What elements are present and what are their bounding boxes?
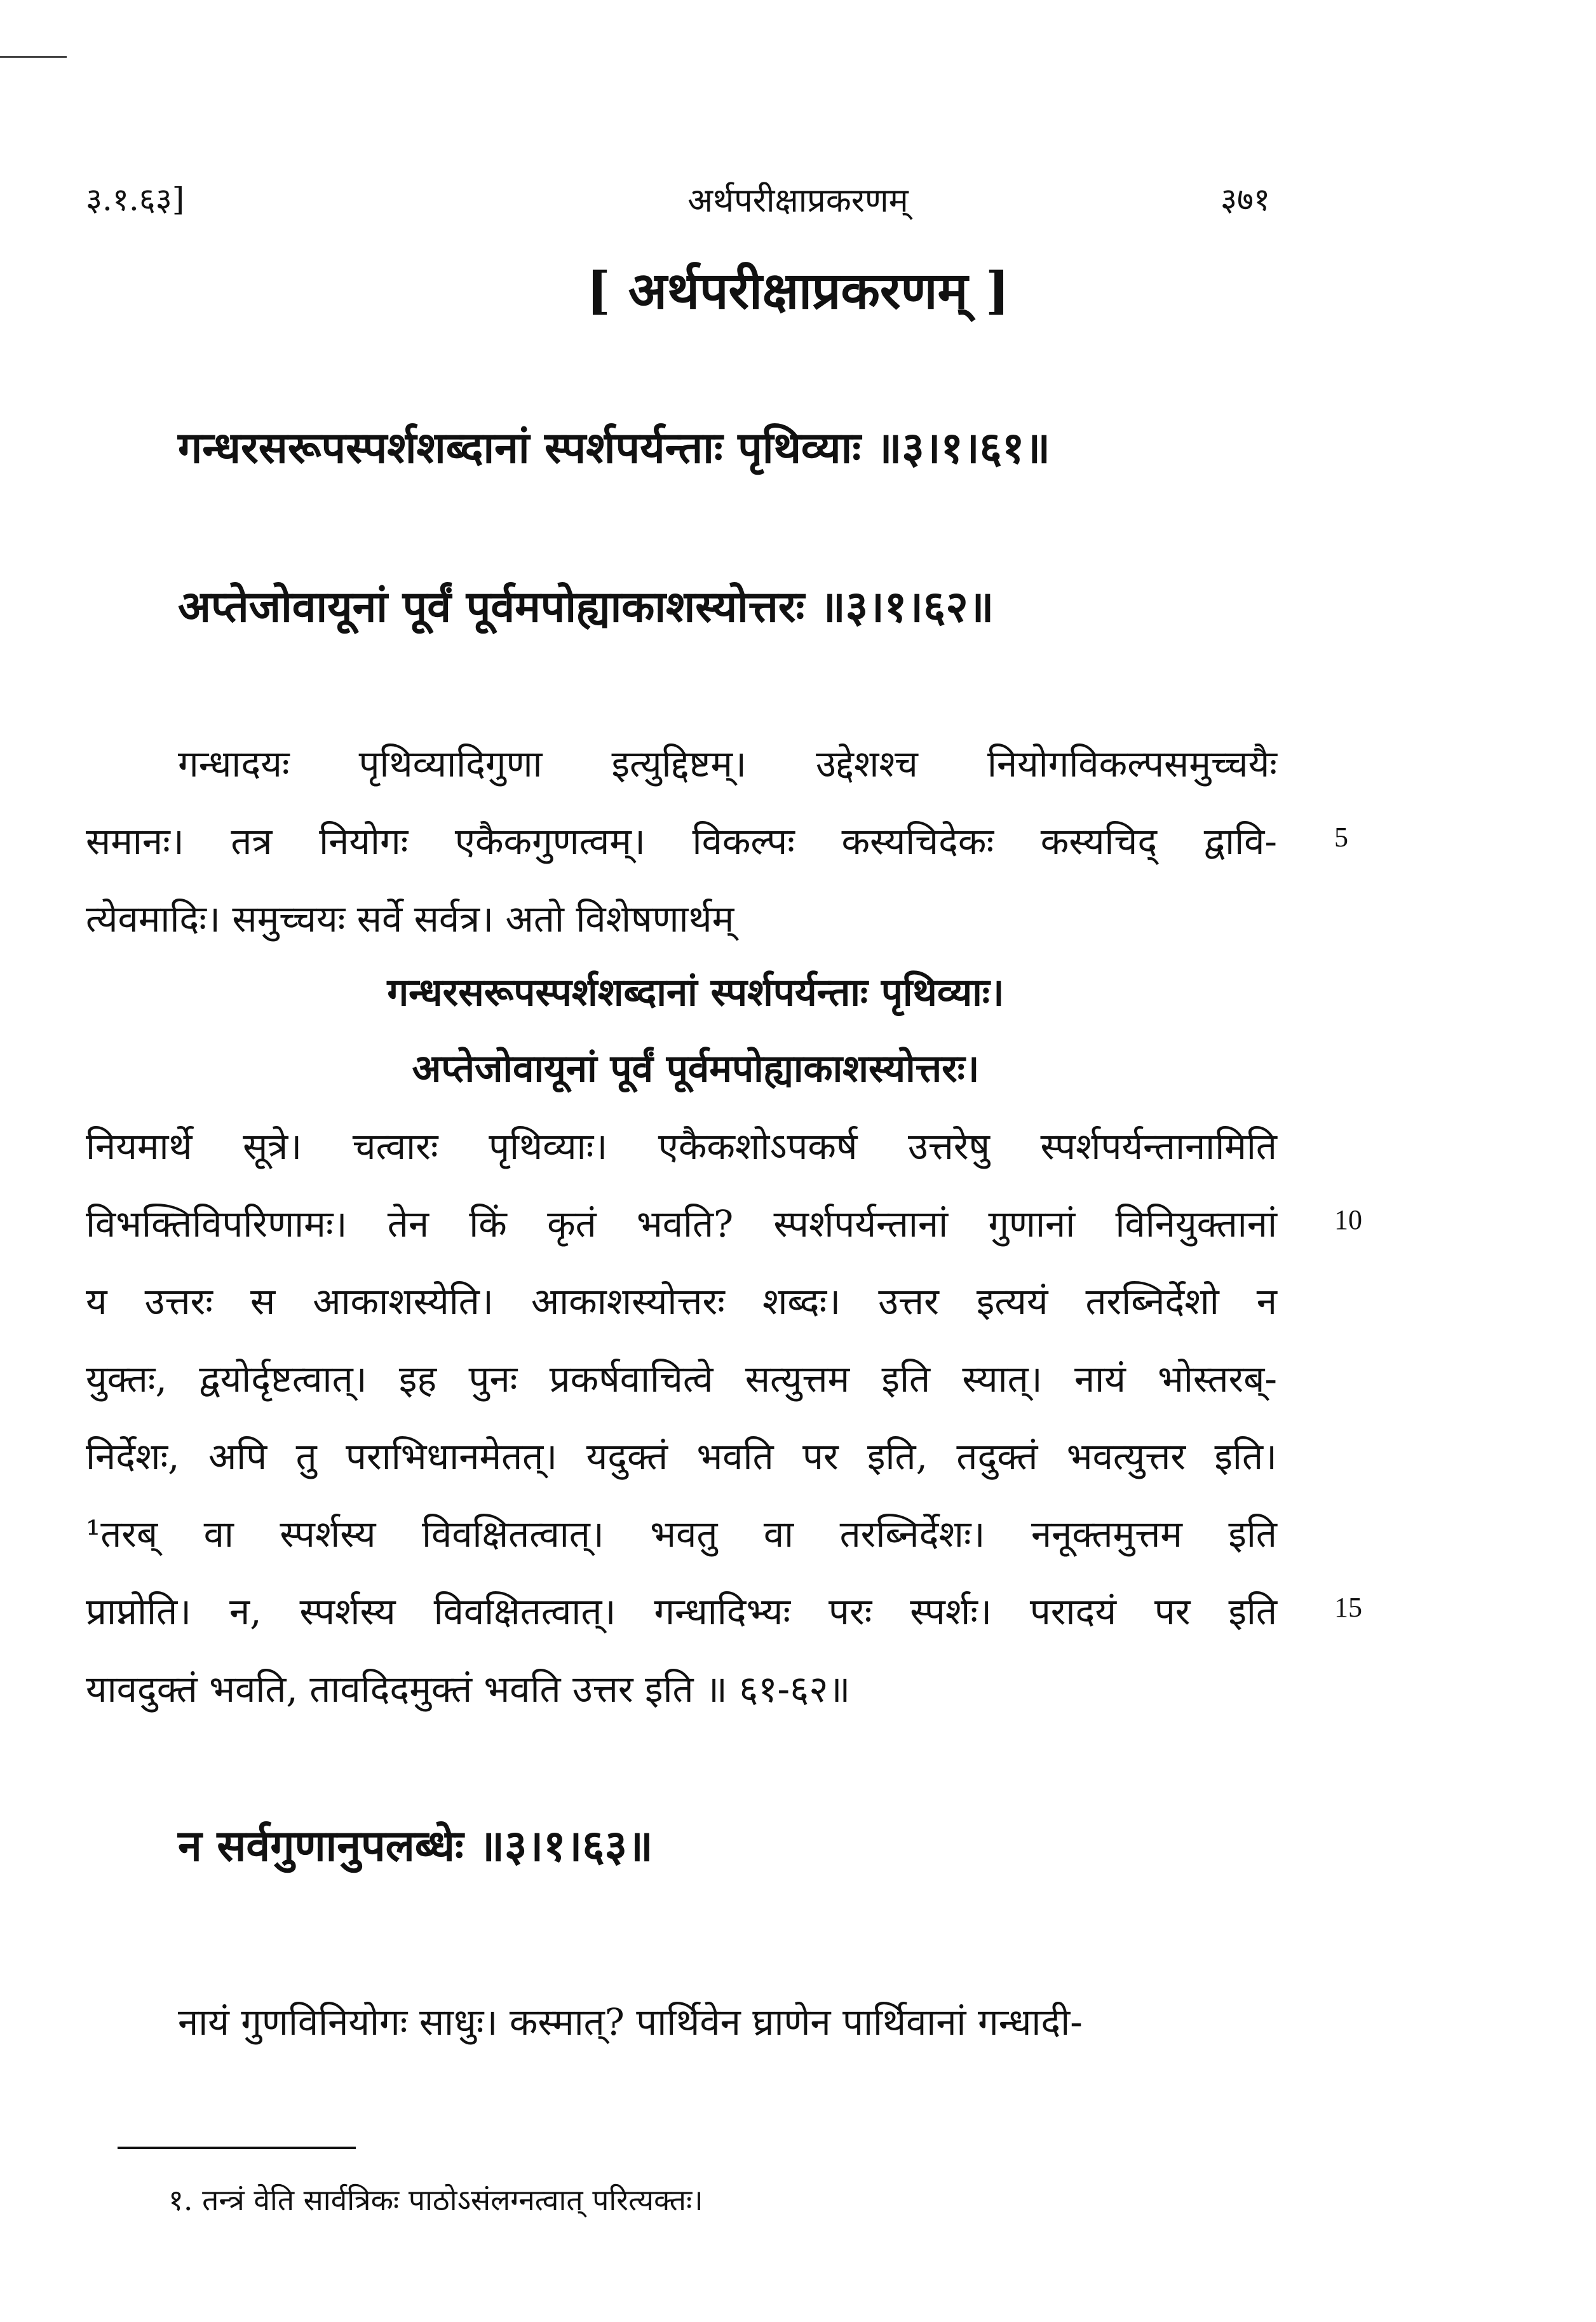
chapter-title: [ अर्थपरीक्षाप्रकरणम् ] [586,261,1010,320]
commentary-line: समानः। तत्र नियोगः एकैकगुणत्वम्। विकल्पः कस्यचिदेकः कस्यचिद् द्वावि- [86,820,1277,863]
commentary-line: गन्धादयः पृथिव्यादिगुणा इत्युद्दिष्टम्। उद्देशश्च नियोगविकल्पसमुच्चयैः [178,742,1277,785]
quoted-sutra: अप्तेजोवायूनां पूर्वं पूर्वमपोह्याकाशस्योत्तरः। [412,1047,980,1091]
commentary-line: विभक्तिविपरिणामः। तेन किं कृतं भवति? स्पर्शपर्यन्तानां गुणानां विनियुक्तानां [86,1202,1277,1246]
header-running-title: अर्थपरीक्षाप्रकरणम् [687,182,909,220]
sutra-62: अप्तेजोवायूनां पूर्वं पूर्वमपोह्याकाशस्योत्तरः ॥३।१।६२॥ [178,581,994,632]
header-section-number: ३.१.६३] [86,181,185,218]
line-number: 15 [1334,1592,1362,1623]
line-number: 5 [1334,822,1348,853]
commentary-line: त्येवमादिः। समुच्चयः सर्वे सर्वत्र। अतो विशेषणार्थम् [86,897,734,940]
sutra-61: गन्धरसरूपस्पर्शशब्दानां स्पर्शपर्यन्ताः पृथिव्याः ॥३।१।६१॥ [178,423,1051,473]
footnote-rule [118,2147,356,2149]
commentary-line: यावदुक्तं भवति, तावदिदमुक्तं भवति उत्तर इति ॥ ६१-६२॥ [86,1667,851,1711]
scan-edge-mark [0,56,67,58]
commentary-line: नायं गुणविनियोगः साधुः। कस्मात्? पार्थिवेन घ्राणेन पार्थिवानां गन्धादी- [178,2000,1083,2044]
commentary-line: य उत्तरः स आकाशस्येति। आकाशस्योत्तरः शब्दः। उत्तर इत्ययं तरब्निर्देशो न [86,1280,1277,1323]
commentary-line: निर्देशः, अपि तु पराभिधानमेतत्। यदुक्तं भवति पर इति, तदुक्तं भवत्युत्तर इति। [86,1435,1277,1478]
sutra-63: न सर्वगुणानुपलब्धेः ॥३।१।६३॥ [178,1821,653,1871]
commentary-line: युक्तः, द्वयोर्दृष्टत्वात्। इह पुनः प्रकर्षवाचित्वे सत्युत्तम इति स्यात्। नायं भोस्तरब्- [86,1357,1277,1401]
commentary-line: नियमार्थे सूत्रे। चत्वारः पृथिव्याः। एकैकशोऽपकर्ष उत्तरेषु स्पर्शपर्यन्तानामिति [86,1125,1277,1168]
footnote: १. तन्त्रं वेति सार्वत्रिकः पाठोऽसंलग्नत्वात् परित्यक्तः। [168,2183,703,2217]
quoted-sutra: गन्धरसरूपस्पर्शशब्दानां स्पर्शपर्यन्ताः पृथिव्याः। [387,970,1004,1015]
commentary-line: प्राप्नोति। न, स्पर्शस्य विवक्षितत्वात्। गन्धादिभ्यः परः स्पर्शः। परादयं पर इति [86,1590,1277,1633]
header-page-number: ३७१ [1221,181,1270,218]
line-number: 10 [1334,1204,1362,1235]
commentary-line: ¹तरब् वा स्पर्शस्य विवक्षितत्वात्। भवतु वा तरब्निर्देशः। ननूक्तमुत्तम इति [86,1512,1277,1556]
